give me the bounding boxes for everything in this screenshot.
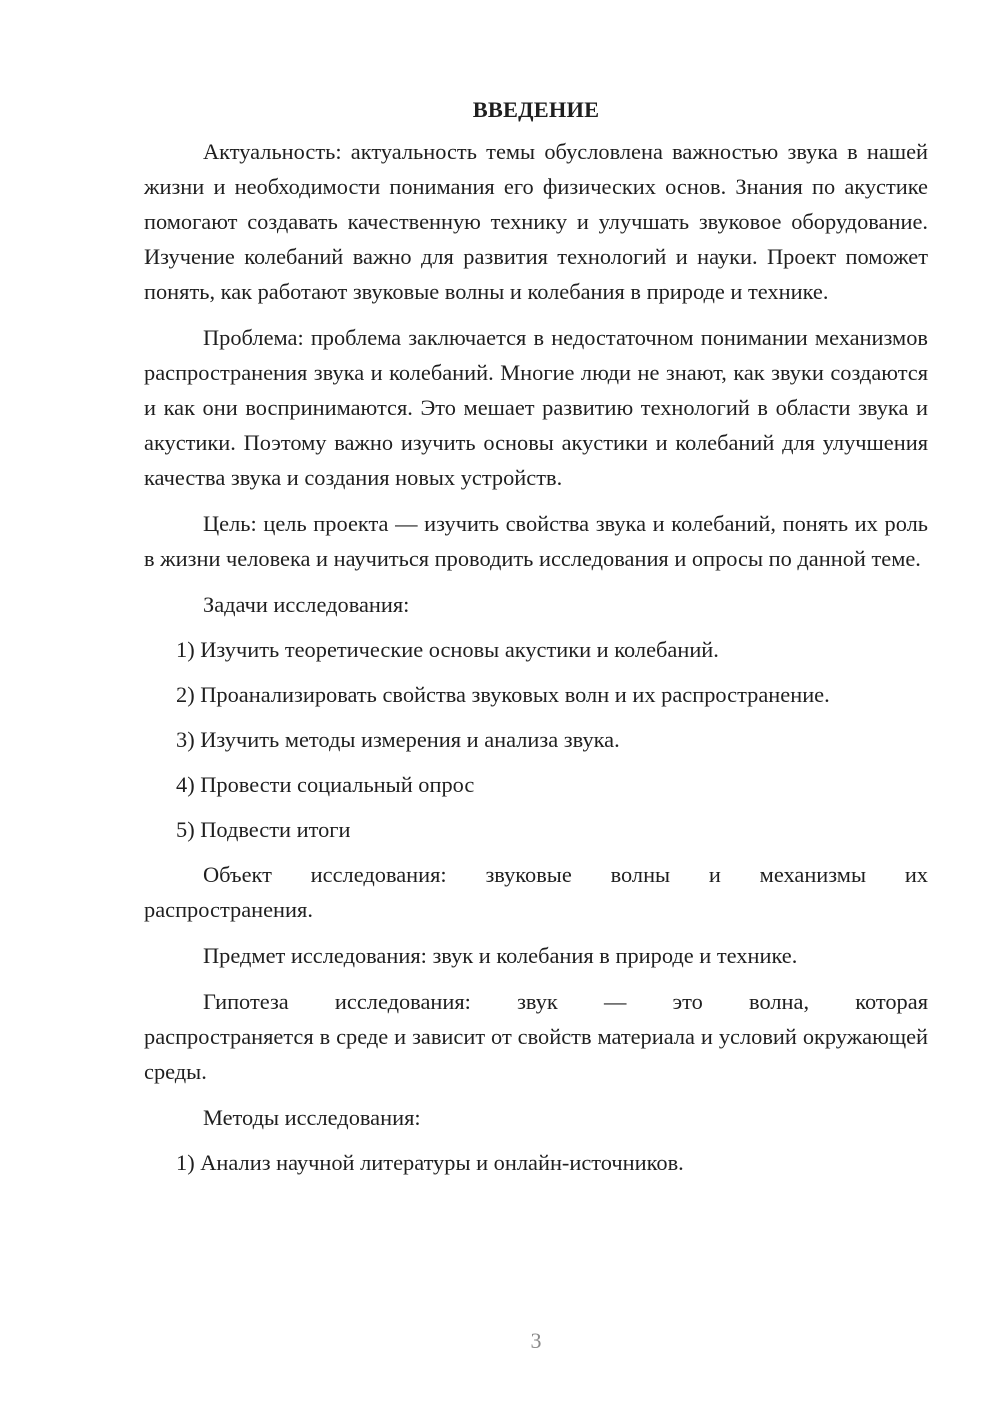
page-content [144,92,928,1190]
list-item: 1) Анализ научной литературы и онлайн-источников. [176,1150,684,1175]
hypothesis-line-1: Гипотеза исследования: звук — это волна, которая [203,989,928,1014]
tasks-list [144,632,928,847]
methods-heading: Методы исследования: [203,1105,421,1130]
list-item: 2) Проанализировать свойства звуковых волн и их распространение. [176,682,830,707]
list-item: 5) Подвести итоги [176,817,351,842]
subject-paragraph: Предмет исследования: звук и колебания в природе и технике. [203,943,798,968]
list-item: 4) Провести социальный опрос [176,772,475,797]
object-line-2: распространения. [144,897,313,922]
goal-paragraph: Цель: цель проекта — изучить свойства звука и колебаний, понять их роль в жизни человека и научиться проводить исследования и опросы по данной теме. [144,511,928,571]
methods-list [144,1145,928,1180]
relevance-paragraph: Актуальность: актуальность темы обусловлена важностью звука в нашей жизни и необходимости понимания его физических основ. Знания по акустике помогают создавать качественную технику и улучшать звуковое оборудование. Изучение колебаний важно для развития технологий и науки. Проект поможет понять, как работают звуковые волны и колебания в природе и технике. [144,139,928,304]
section-title: ВВЕДЕНИЕ [472,97,600,122]
hypothesis-rest: распространяется в среде и зависит от свойств материала и условий окружающей среды. [144,1024,928,1084]
page-number: 3 [530,1328,542,1353]
list-item: 1) Изучить теоретические основы акустики и колебаний. [176,637,719,662]
object-paragraph [144,857,928,927]
tasks-heading: Задачи исследования: [203,592,410,617]
problem-paragraph: Проблема: проблема заключается в недостаточном понимании механизмов распространения звука и колебаний. Многие люди не знают, как звуки создаются и как они воспринимаются. Это мешает развитию технологий в области звука и акустики. Поэтому важно изучить основы акустики и колебаний для улучшения качества звука и создания новых устройств. [144,325,928,490]
hypothesis-paragraph [144,984,928,1089]
list-item: 3) Изучить методы измерения и анализа звука. [176,727,620,752]
object-line-1: Объект исследования: звуковые волны и механизмы их [203,862,928,887]
